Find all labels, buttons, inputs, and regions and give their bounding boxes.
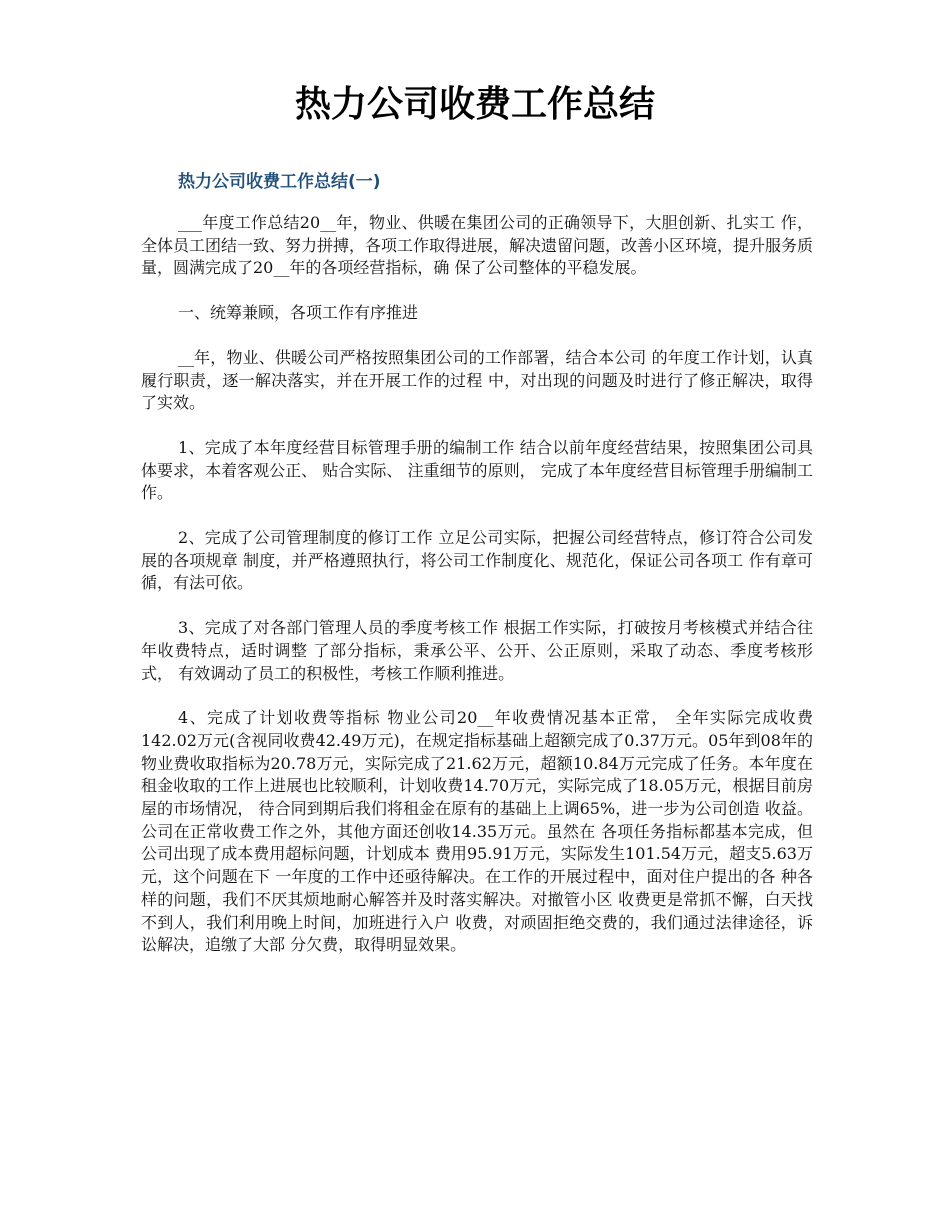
- paragraph-item-2: 2、完成了公司管理制度的修订工作 立足公司实际，把握公司经营特点，修订符合公司发展的各项规章 制度，并严格遵照执行，将公司工作制度化、规范化，保证公司各项工 作有章可循，有法可依。: [141, 528, 813, 593]
- paragraph-item-4: 4、完成了计划收费等指标 物业公司20__年收费情况基本正常， 全年实际完成收费142.02万元(含视同收费42.49万元)，在规定指标基础上超额完成了0.37万元。05年到08年的物业费收取指标为20.78万元，实际完成了21.62万元，超额10.84万元完成了任务。本年度在租金收取的工作上进展也比较顺利，计划收费14.70万元，实际完成了18.05万元，根据目前房屋的市场情况， 待合同到期后我们将租金在原有的基础上上调65%，进一步为公司创造 收益。公司在正常收费工作之外，其他方面还创收14.35万元。虽然在 各项任务指标都基本完成，但公司出现了成本费用超标问题，计划成本 费用95.91万元，实际发生101.54万元，超支5.63万元，这个问题在下 一年度的工作中还亟待解决。在工作的开展过程中，面对住户提出的各 种各样的问题，我们不厌其烦地耐心解答并及时落实解决。对撤管小区 收费更是常抓不懈，白天找不到人，我们利用晚上时间，加班进行入户 收费，对顽固拒绝交费的，我们通过法律途径，诉讼解决，追缴了大部 分欠费，取得明显效果。: [141, 708, 813, 955]
- paragraph-overview: __年，物业、供暖公司严格按照集团公司的工作部署，结合本公司 的年度工作计划，认真履行职责，逐一解决落实，并在开展工作的过程 中，对出现的问题及时进行了修正解决，取得了实效。: [141, 347, 813, 413]
- document-title: 热力公司收费工作总结: [294, 83, 655, 125]
- section-heading: 热力公司收费工作总结(一): [178, 172, 381, 192]
- paragraph-item-1: 1、完成了本年度经营目标管理手册的编制工作 结合以前年度经营结果，按照集团公司具体要求，本着客观公正、 贴合实际、 注重细节的原则， 完成了本年度经营目标管理手册编制工作。: [141, 437, 813, 503]
- document-body: [141, 212, 813, 979]
- paragraph-item-3: 3、完成了对各部门管理人员的季度考核工作 根据工作实际，打破按月考核模式并结合往年收费特点，适时调整 了部分指标，秉承公平、公开、公正原则，采取了动态、季度考核形式， 有效调动了员工的积极性，考核工作顺利推进。: [141, 618, 813, 683]
- paragraph-intro: ___年度工作总结20__年，物业、供暖在集团公司的正确领导下，大胆创新、扎实工 作，全体员工团结一致、努力拼搏，各项工作取得进展，解决遗留问题，改善小区环境，提升服务质量，圆满完成了20__年的各项经营指标，确 保了公司整体的平稳发展。: [141, 213, 814, 278]
- paragraph-subheading: 一、统筹兼顾，各项工作有序推进: [178, 303, 419, 323]
